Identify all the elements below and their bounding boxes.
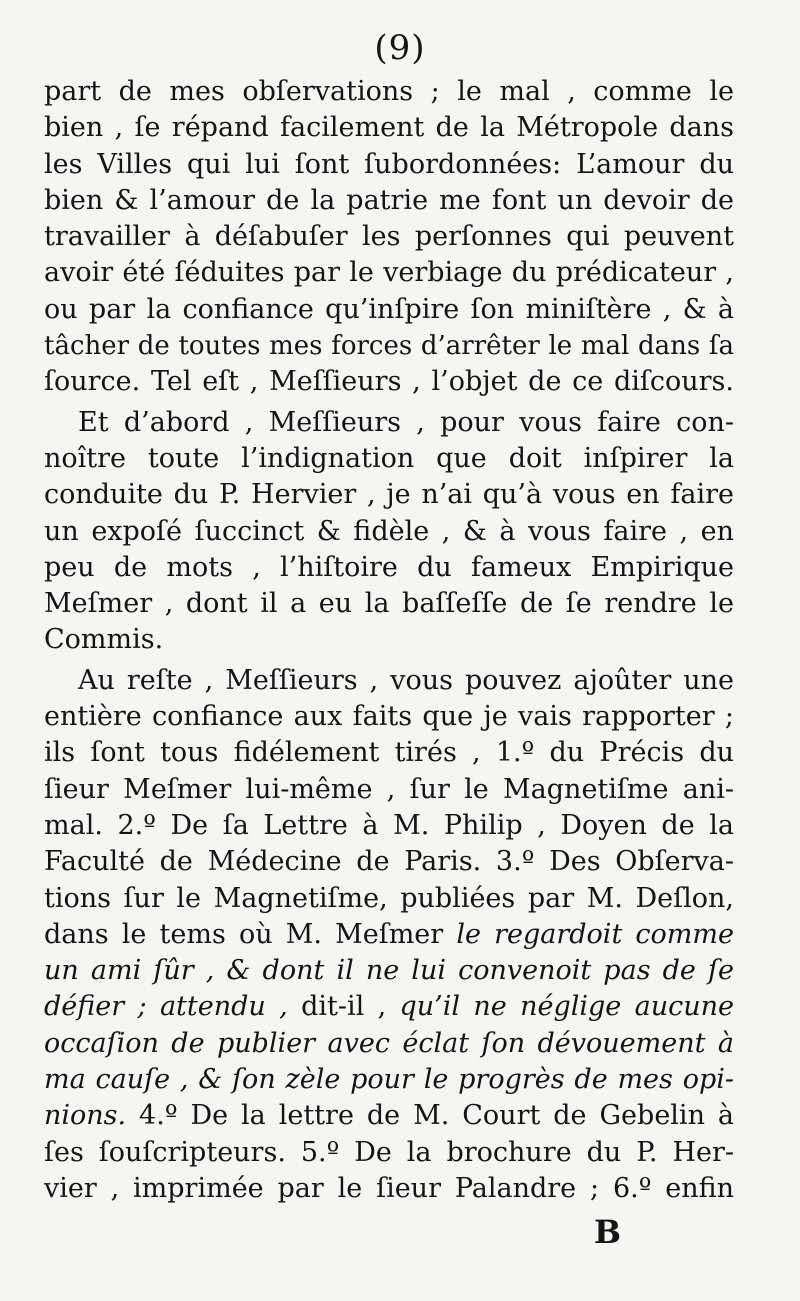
text-segment: tions ſur le Magnetiſme, publiées par M. Deſlon,: [44, 882, 734, 914]
text-line: [44, 989, 734, 1025]
text-line: [44, 1098, 734, 1134]
text-line: [44, 953, 734, 989]
text-line: [44, 514, 734, 550]
text-segment: bien , ſe répand facilement de la Métropole dans: [44, 112, 734, 144]
italic-text-segment: un ami ſûr , & dont il ne lui convenoit pas de ſe: [44, 955, 734, 987]
text-line: [44, 550, 734, 586]
text-line: [44, 364, 734, 400]
text-line: [44, 1135, 734, 1171]
text-line: [44, 1026, 734, 1062]
italic-text-segment: défier ; attendu ,: [44, 991, 302, 1023]
text-line: [44, 292, 734, 328]
text-line: [44, 844, 734, 880]
text-segment: conduite du P. Hervier , je n’ai qu’à vous en faire: [44, 479, 734, 511]
text-segment: part de mes obſervations ; le mal , comme le: [44, 76, 734, 107]
text-line: [44, 477, 734, 513]
italic-text-segment: qu’il ne néglige aucune: [399, 991, 734, 1023]
text-segment: les Villes qui lui ſont ſubordonnées: L’amour du: [44, 148, 734, 180]
text-segment: ils ſont tous fidélement tirés , 1.º du Précis du: [44, 737, 734, 769]
italic-text-segment: le regardoit comme: [456, 918, 734, 950]
text-line: [44, 1062, 734, 1098]
text-segment: ſes ſouſcripteurs. 5.º De la brochure du P. Her-: [44, 1136, 734, 1168]
text-segment: vier , imprimée par le ſieur Palandre ; 6.º enfin: [44, 1172, 734, 1204]
text-segment: Et d’abord , Meſſieurs , pour vous faire con-: [78, 406, 734, 438]
text-line: [44, 772, 734, 808]
text-segment: Meſmer , dont il a eu la baſſeſſe de ſe rendre le: [44, 588, 734, 620]
text-segment: bien & l’amour de la patrie me font un devoir de: [44, 184, 734, 216]
text-line: [44, 586, 734, 622]
text-segment: un expoſé ſuccinct & fidèle , & à vous faire , en: [44, 515, 734, 547]
text-line: [44, 405, 734, 441]
text-line: [44, 328, 734, 364]
text-line: [44, 219, 734, 255]
text-line: [44, 881, 734, 917]
text-segment: ou par la confiance qu’inſpire ſon miniſtère , & à: [44, 293, 734, 325]
text-line: [44, 441, 734, 477]
text-line: [44, 663, 734, 699]
text-line: [44, 147, 734, 183]
text-line: [44, 735, 734, 771]
italic-text-segment: nions.: [44, 1100, 127, 1132]
italic-text-segment: occaſion de publier avec éclat ſon dévouement à: [44, 1027, 734, 1059]
text-segment: travailler à déſabuſer les perſonnes qui peuvent: [44, 221, 734, 253]
text-line: [44, 699, 734, 735]
signature-mark: B: [594, 1213, 622, 1251]
text-segment: dans le tems où M. Meſmer: [44, 918, 457, 950]
text-line: [44, 74, 734, 110]
text-line: [44, 110, 734, 146]
text-segment: mal. 2.º De ſa Lettre à M. Philip , Doyen de la: [44, 809, 734, 841]
text-segment: tâcher de toutes mes forces d’arrêter le mal dans ſa: [44, 331, 734, 362]
text-segment: Faculté de Médecine de Paris. 3.º Des Obſerva-: [44, 846, 734, 878]
text-line: [44, 917, 734, 953]
text-segment: peu de mots , l’hiſtoire du fameux Empirique: [44, 551, 734, 583]
body-text: [44, 74, 734, 1207]
text-segment: entière confiance aux faits que je vais rapporter ;: [44, 701, 734, 733]
text-line: [44, 622, 734, 658]
page-number: (9): [374, 28, 426, 68]
text-segment: Commis.: [44, 624, 164, 656]
text-segment: 4.º De la lettre de M. Court de Gebelin à: [126, 1100, 734, 1132]
italic-text-segment: ma cauſe , & ſon zèle pour le progrès de mes opi-: [44, 1064, 734, 1096]
text-line: [44, 255, 734, 291]
text-segment: Au reſte , Meſſieurs , vous pouvez ajoûter une: [78, 664, 734, 696]
text-segment: ſieur Meſmer lui-même , ſur le Magnetiſme ani-: [44, 773, 734, 805]
text-segment: avoir été ſéduites par le verbiage du prédicateur ,: [44, 257, 734, 289]
text-segment: dit-il ,: [301, 991, 400, 1023]
text-line: [44, 808, 734, 844]
text-segment: noître toute l’indignation que doit inſpirer la: [44, 442, 734, 474]
text-line: [44, 1171, 734, 1207]
text-segment: ſource. Tel eſt , Meſſieurs , l’objet de ce diſcours.: [44, 366, 734, 398]
text-line: [44, 183, 734, 219]
